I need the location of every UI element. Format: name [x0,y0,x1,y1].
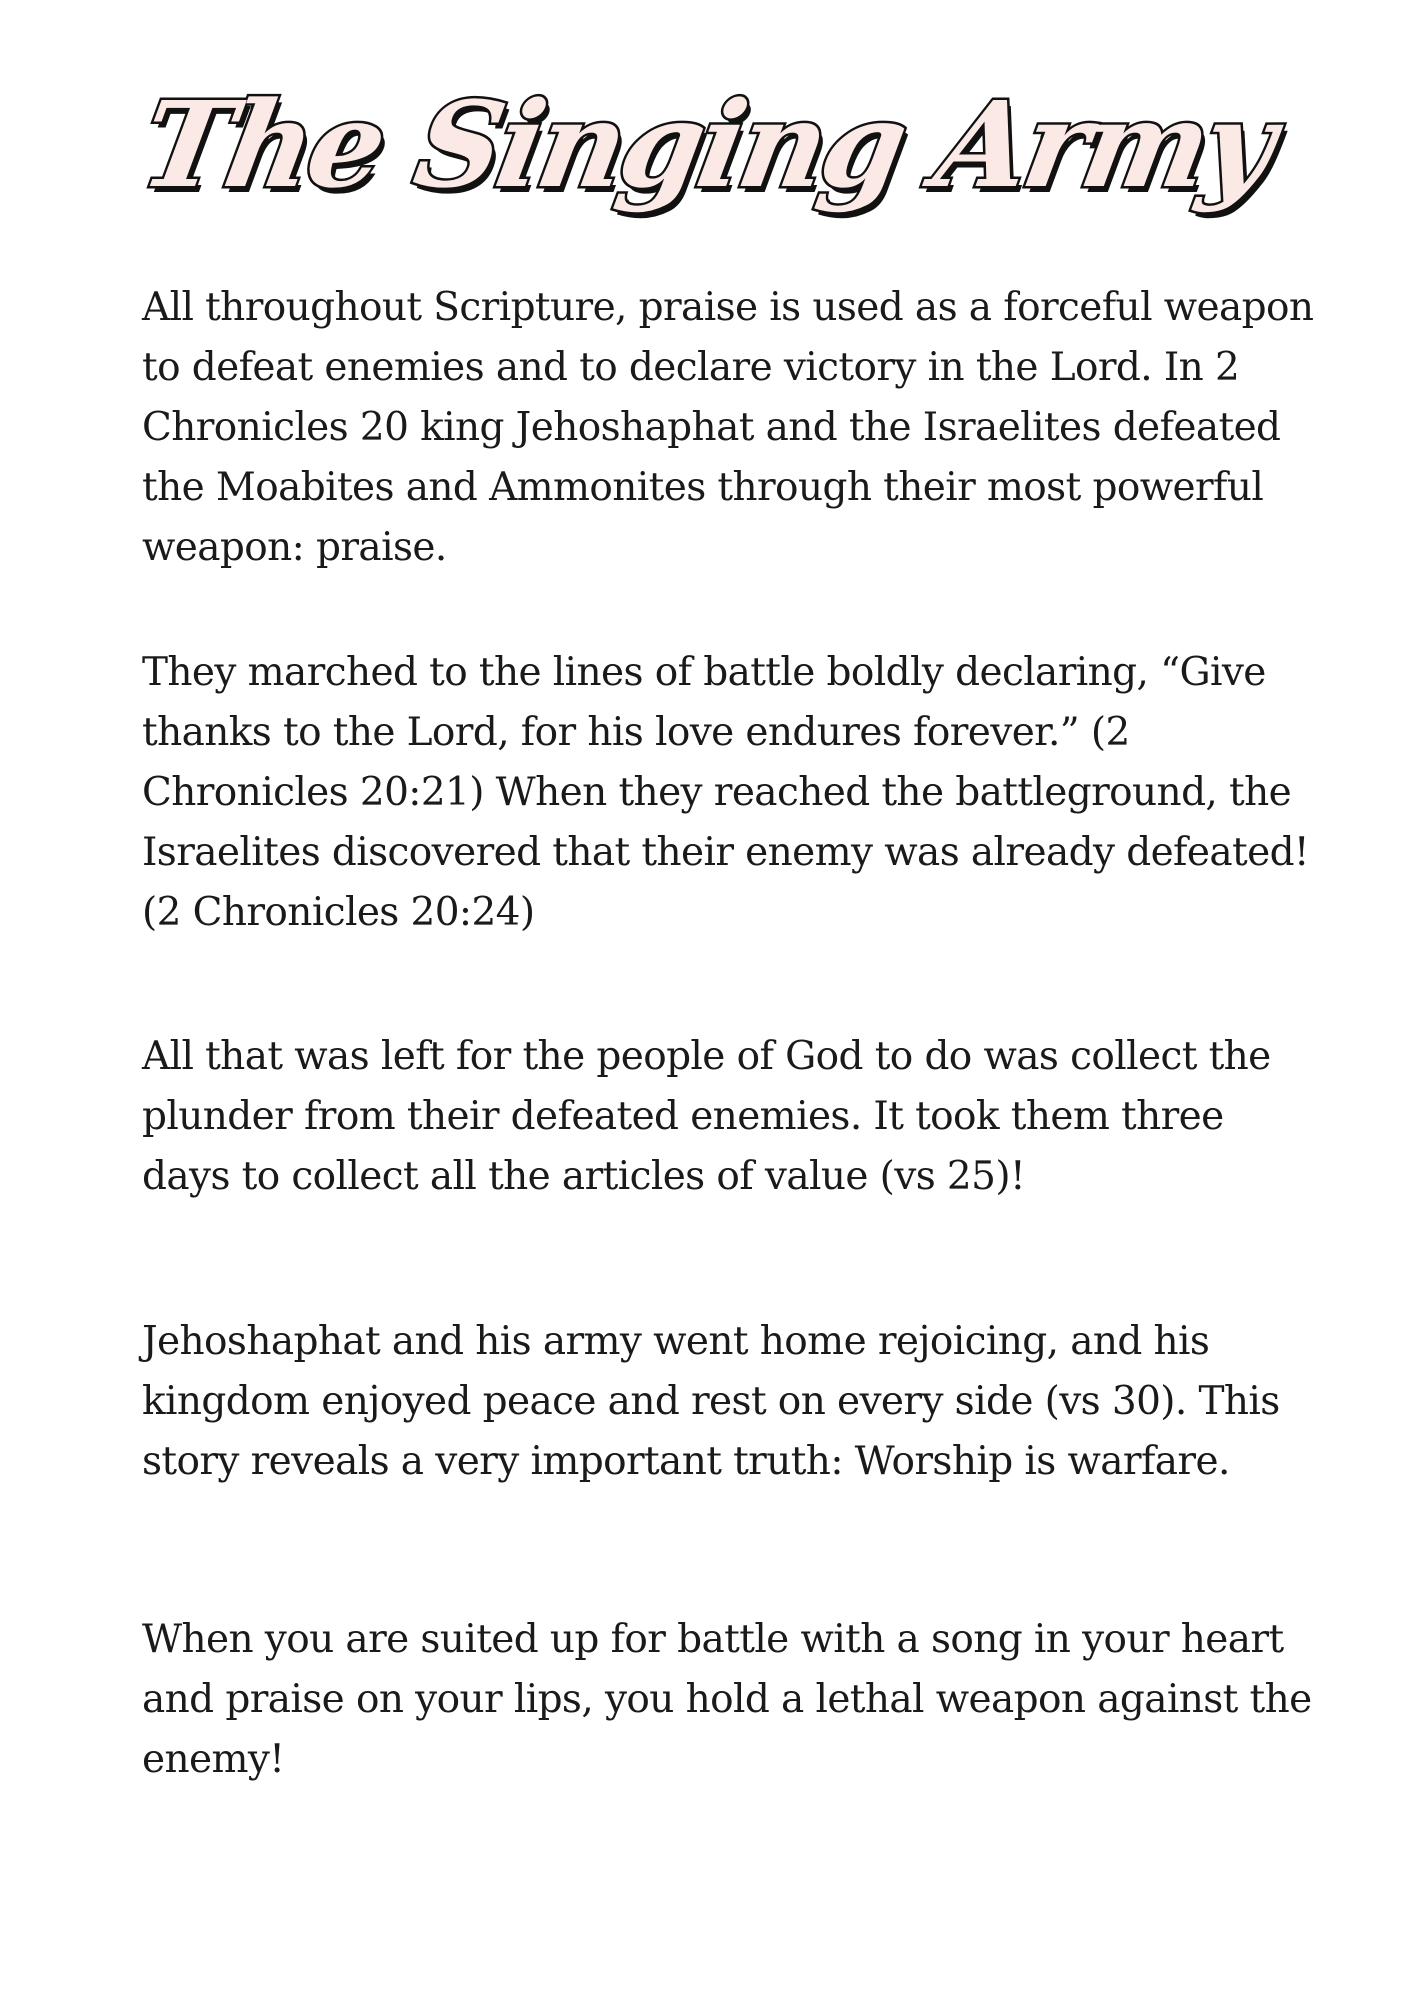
paragraph-5: When you are suited up for battle with a song in your heart and praise on your lips, you hold a lethal weapon against the enemy! [142,1617,1312,1782]
page-title: The Singing Army [132,75,1283,214]
paragraph-4: Jehoshaphat and his army went home rejoicing, and his kingdom enjoyed peace and rest on every side (vs 30). This story reveals a very important truth: Worship is warfare. [142,1319,1280,1484]
title-container [0,55,1414,255]
paragraph-3: All that was left for the people of God to do was collect the plunder from their defeated enemies. It took them three days to collect all the articles of value (vs 25)! [142,1034,1271,1199]
paragraph-2: They marched to the lines of battle boldly declaring, “Give thanks to the Lord, for his love endures forever.” (2 Chronicles 20:21) When they reached the battleground, the Israelites discovered that their enemy was already defeated! (2 Chronicles 20:24) [142,650,1310,935]
paragraph-1: All throughout Scripture, praise is used as a forceful weapon to defeat enemies and to declare victory in the Lord. In 2 Chronicles 20 king Jehoshaphat and the Israelites defeated the Moabites and Ammonites through their most powerful weapon: praise. [142,285,1314,570]
